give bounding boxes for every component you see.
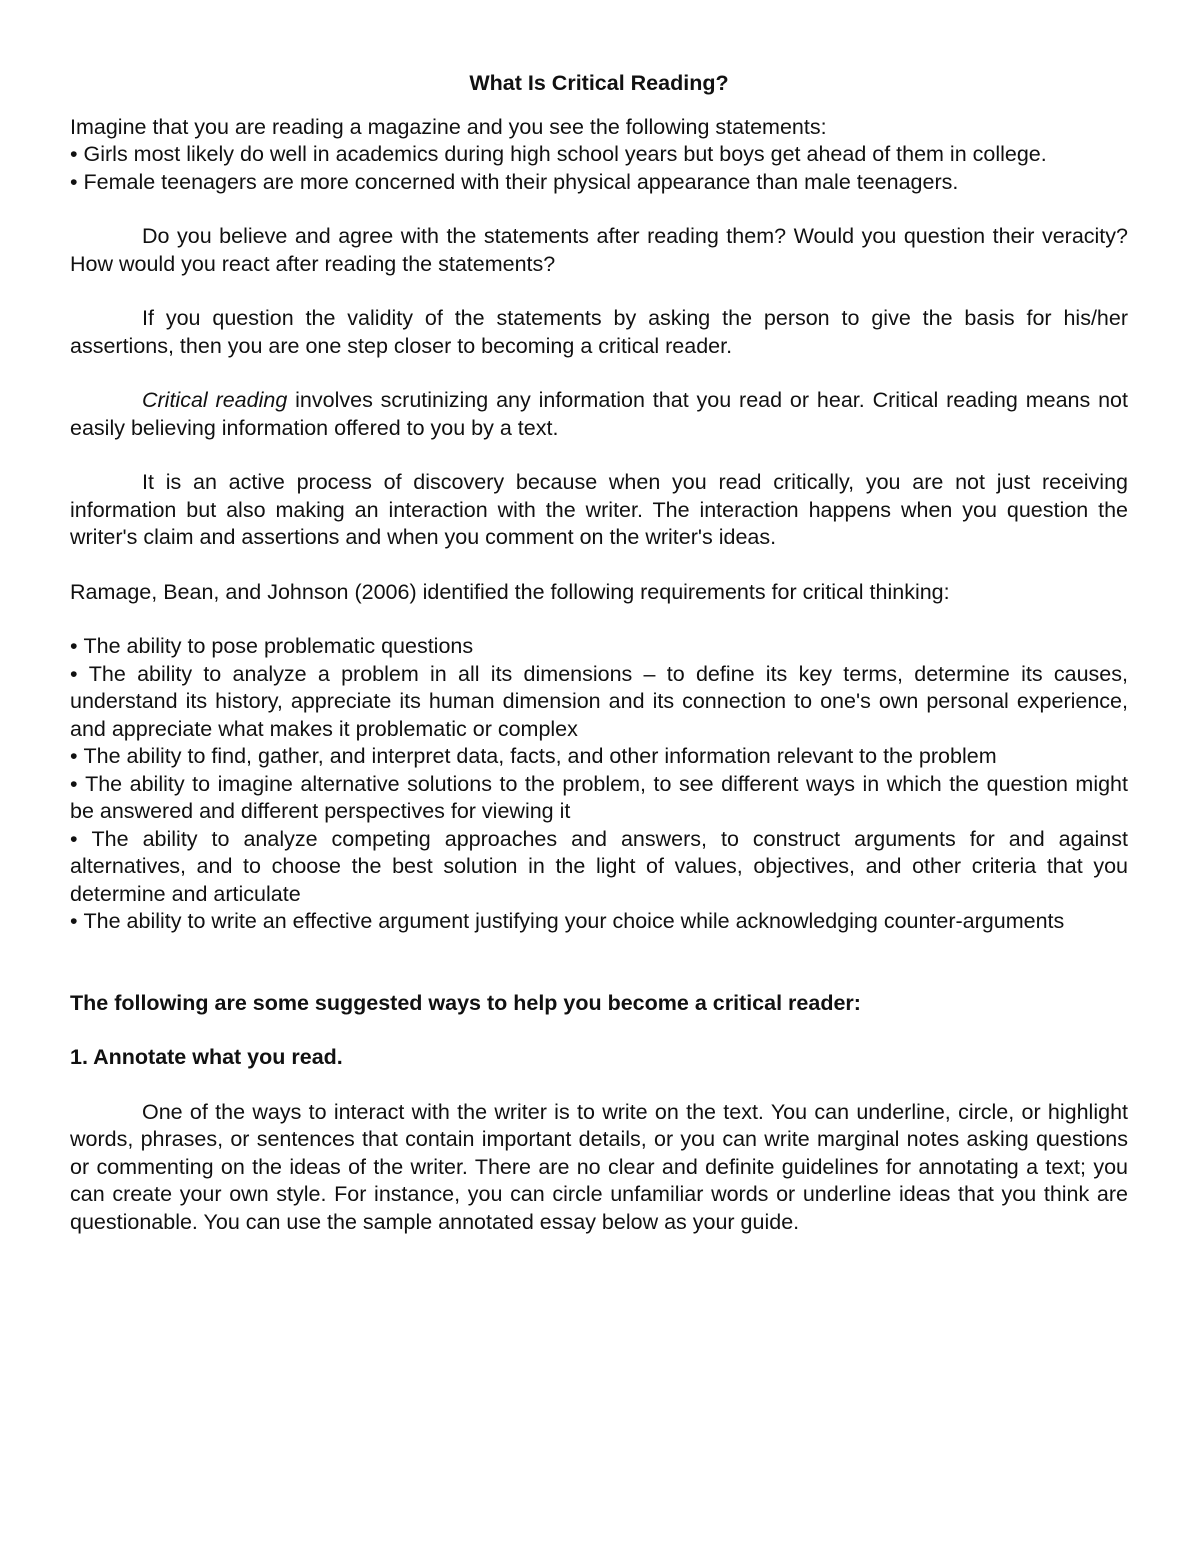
list-item: • The ability to find, gather, and interpret data, facts, and other information relevant to the problem [70, 743, 1128, 771]
list-item: • The ability to imagine alternative solutions to the problem, to see different ways in which the question might be answered and different perspectives for viewing it [70, 771, 1128, 826]
list-item: • The ability to analyze a problem in all its dimensions – to define its key terms, determine its causes, understand its history, appreciate its human dimension and its connection to one's own personal experience, and appreciate what makes it problematic or complex [70, 661, 1128, 744]
list-item: • The ability to pose problematic questions [70, 633, 1128, 661]
paragraph-critical-reading [70, 387, 1128, 442]
critical-reading-term: Critical reading [142, 388, 288, 412]
statement-item: • Female teenagers are more concerned with their physical appearance than male teenagers. [70, 169, 1128, 197]
intro-text: Imagine that you are reading a magazine and you see the following statements: [70, 114, 827, 139]
paragraph-question: If you question the validity of the statements by asking the person to give the basis for his/her assertions, then you are one step closer to becoming a critical reader. [70, 306, 1128, 358]
list-item: • The ability to write an effective argument justifying your choice while acknowledging counter-arguments [70, 908, 1128, 936]
requirements-list [70, 633, 1128, 936]
suggested-ways-heading: The following are some suggested ways to help you become a critical reader: [70, 990, 861, 1015]
statement-item: • Girls most likely do well in academics during high school years but boys get ahead of them in college. [70, 141, 1128, 169]
document-page [70, 70, 1128, 1236]
paragraph-active-process: It is an active process of discovery because when you read critically, you are not just receiving information but also making an interaction with the writer. The interaction happens when you question the writer's claim and assertions and when you comment on the writer's ideas. [70, 470, 1128, 549]
step1-body: One of the ways to interact with the writer is to write on the text. You can underline, circle, or highlight words, phrases, or sentences that contain important details, or you can write marginal notes asking questions or commenting on the ideas of the writer. There are no clear and definite guidelines for annotating a text; you can create your own style. For instance, you can circle unfamiliar words or underline ideas that you think are questionable. You can use the sample annotated essay below as your guide. [70, 1099, 1128, 1234]
paragraph-believe: Do you believe and agree with the statements after reading them? Would you question their veracity? How would you react after reading the statements? [70, 224, 1128, 276]
page-title: What Is Critical Reading? [469, 71, 729, 95]
critical-reading-definition: involves scrutinizing any information that you read or hear. Critical reading means not easily believing information offered to you by a text. [70, 388, 1128, 440]
step1-heading: 1. Annotate what you read. [70, 1045, 343, 1069]
list-item: • The ability to analyze competing approaches and answers, to construct arguments for and against alternatives, and to choose the best solution in the light of values, objectives, and other criteria that you determine and articulate [70, 826, 1128, 909]
ramage-intro: Ramage, Bean, and Johnson (2006) identified the following requirements for critical thinking: [70, 579, 950, 604]
